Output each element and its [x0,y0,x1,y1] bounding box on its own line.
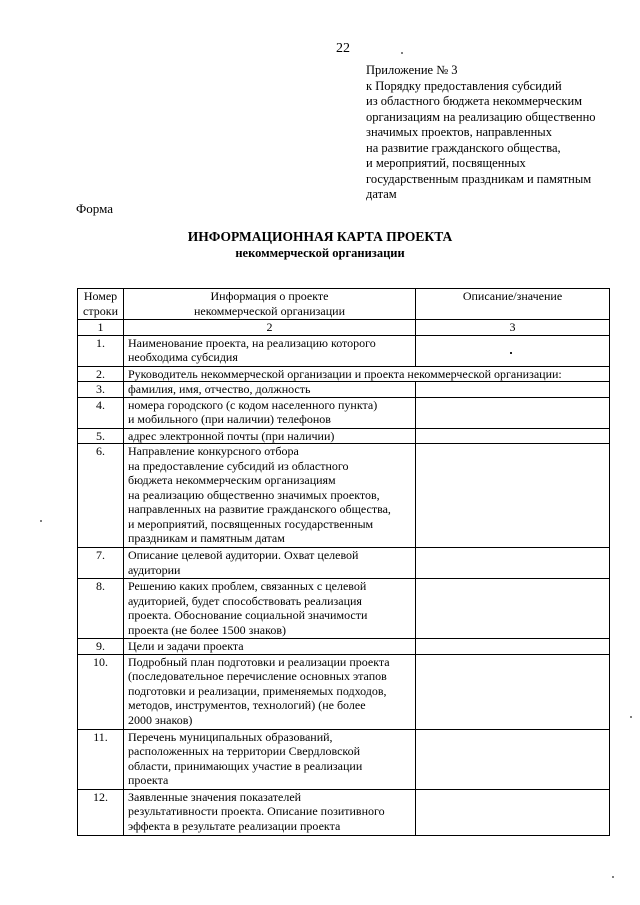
appendix-line: на развитие гражданского общества, [366,140,561,155]
row-number: 12. [78,789,124,835]
row-number: 6. [78,444,124,548]
row-label: Решению каких проблем, связанных с целевой аудиторией, будет способствовать реализация проекта. Обоснование социальной значимости проекта (не более 1500 знаков) [124,579,416,639]
table-row [78,335,610,366]
row-value-cell[interactable] [416,428,610,444]
table-row [78,579,610,639]
appendix-line: Приложение № 3 [366,63,458,77]
row-number: 4. [78,397,124,428]
appendix-line: государственным праздникам и памятным [366,171,592,186]
row-number: 3. [78,382,124,398]
table-row [78,789,610,835]
row-number: 11. [78,729,124,789]
table-row [78,729,610,789]
column-number: 3 [416,320,610,336]
header-project-info: Информация о проекте некоммерческой организации [124,289,416,320]
row-label: номера городского (с кодом населенного пункта) и мобильного (при наличии) телефонов [124,397,416,428]
column-number-row [78,320,610,336]
row-value-cell[interactable] [416,397,610,428]
row-value-cell[interactable] [416,335,610,366]
row-number: 1. [78,335,124,366]
form-label: Форма [76,201,113,216]
row-value-cell[interactable] [416,729,610,789]
row-value-cell[interactable] [416,639,610,655]
row-number: 8. [78,579,124,639]
row-number: 5. [78,428,124,444]
appendix-line: организациям на реализацию общественно [366,109,596,124]
scan-speck [40,520,42,522]
row-label: Направление конкурсного отбора на предоставление субсидий из областного бюджета некоммерческим организациям на реализацию общественно значимых проектов, направленных на развитие гражданского общества, и мероприятий, посвященных государственным праздникам и памятным датам [124,444,416,548]
page-number: 22 [336,41,350,56]
row-label: Подробный план подготовки и реализации проекта (последовательное перечисление основных этапов подготовки и реализации, применяемых подходов, методов, инструментов, технологий) (не более 2000 знаков) [124,654,416,729]
table-row [78,397,610,428]
header-row-number: Номер строки [78,289,124,320]
column-number: 1 [78,320,124,336]
info-table [77,288,610,836]
table-row [78,444,610,548]
row-value-cell[interactable] [416,654,610,729]
table-row [78,548,610,579]
row-label: Перечень муниципальных образований, расположенных на территории Свердловской области, принимающих участие в реализации проекта [124,729,416,789]
row-value-cell[interactable] [416,548,610,579]
row-number: 10. [78,654,124,729]
row-value-cell[interactable] [416,382,610,398]
row-number: 7. [78,548,124,579]
row-number: 9. [78,639,124,655]
appendix-line: и мероприятий, посвященных [366,156,526,170]
row-label: Наименование проекта, на реализацию которого необходима субсидия [124,335,416,366]
table-row [78,366,610,382]
scan-speck [630,716,632,718]
table-row [78,654,610,729]
document-title: ИНФОРМАЦИОННАЯ КАРТА ПРОЕКТА [187,229,453,244]
row-label: Описание целевой аудитории. Охват целевой аудитории [124,548,416,579]
appendix-line: значимых проектов, направленных [366,125,552,139]
header-description: Описание/значение [416,289,610,320]
speck-mark [510,352,512,354]
column-number: 2 [124,320,416,336]
table-row [78,639,610,655]
row-label: Заявленные значения показателей результативности проекта. Описание позитивного эффекта в результате реализации проекта [124,789,416,835]
table-row [78,428,610,444]
row-value-cell[interactable] [416,579,610,639]
row-label: адрес электронной почты (при наличии) [124,428,416,444]
table-row [78,382,610,398]
scan-speck [401,52,403,54]
row-value-cell[interactable] [416,444,610,548]
appendix-heading [366,63,628,203]
row-label: Цели и задачи проекта [124,639,416,655]
scan-speck [612,876,614,878]
appendix-line: датам [366,187,397,201]
row-value-cell[interactable] [416,789,610,835]
table-header-row [78,289,610,320]
appendix-line: из областного бюджета некоммерческим [366,94,583,108]
row-label-spanning: Руководитель некоммерческой организации и проекта некоммерческой организации: [124,366,610,382]
row-label: фамилия, имя, отчество, должность [124,382,416,398]
row-number: 2. [78,366,124,382]
appendix-line: к Порядку предоставления субсидий [366,78,562,93]
document-subtitle: некоммерческой организации [235,246,405,260]
